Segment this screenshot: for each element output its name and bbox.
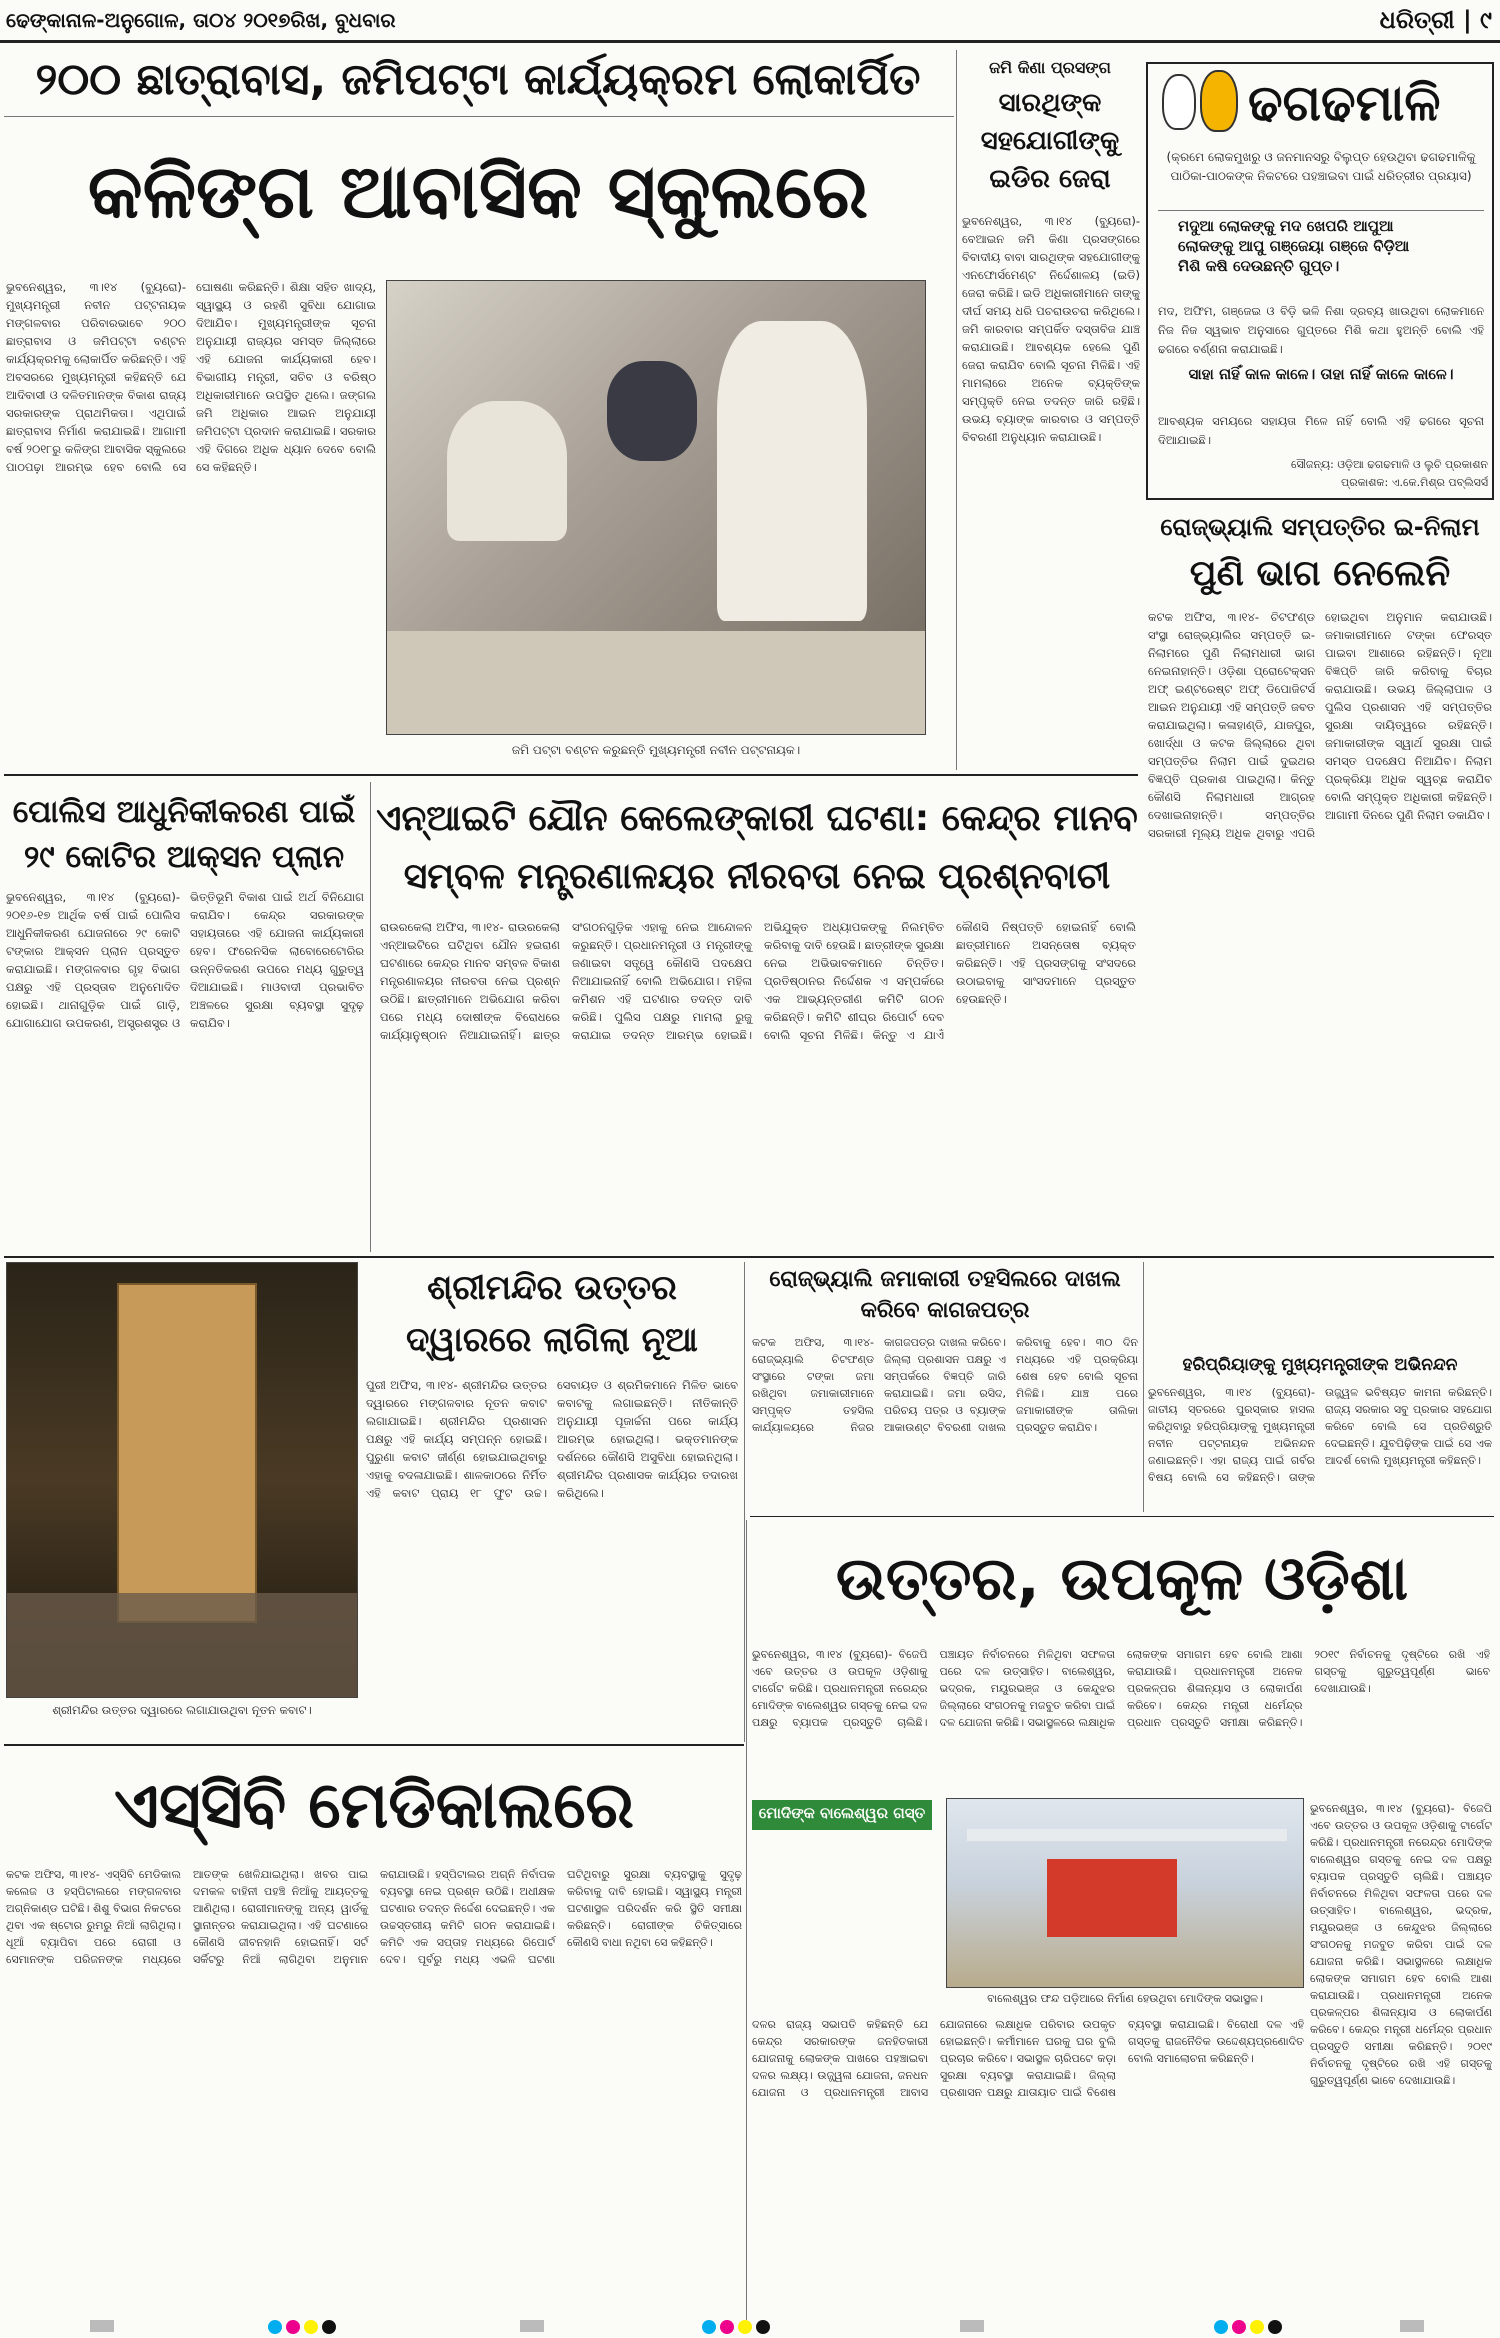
main-photo-caption: ଜମି ପଟ୍ଟା ବଣ୍ଟନ କରୁଛନ୍ତି ମୁଖ୍ୟମନ୍ତ୍ରୀ ନବୀନ ପଟ୍ଟନାୟକ। (511, 743, 801, 757)
scb-headline: ଏସ୍‌ସିବି ମେଡିକାଲରେ (114, 1769, 634, 1843)
target-label-text: ମୋଦିଙ୍କ ବାଲେଶ୍ୱର ଗସ୍ତ (758, 1804, 926, 1822)
face-icon (1162, 74, 1196, 130)
scb-body: କଟକ ଅଫିସ, ୩।୧୪- ଏସ୍‌ସିବି ମେଡିକାଲ କଲେଜ ଓ ହସ୍ପିଟାଲରେ ମଙ୍ଗଳବାର ଅଗ୍ନିକାଣ୍ଡ ଘଟିଛି। ଶିଶୁ ବିଭାଗ ନିକଟରେ ଥିବା ଏକ ଷ୍ଟୋର ରୁମରୁ ନିଆଁ ଲାଗିଥିଲା। ଧୂଆଁ ବ୍ୟାପିବା ପରେ ରୋଗୀ ଓ ସେମାନଙ୍କ ପରିଜନଙ୍କ ମଧ୍ୟରେ ଆତଙ୍କ ଖେଳିଯାଇଥିଲା। ଖବର ପାଇ ଦମକଳ ବାହିନୀ ପହଞ୍ଚି ନିଆଁକୁ ଆୟତ୍ତକୁ ଆଣିଥିଲା। ରୋଗୀମାନଙ୍କୁ ଅନ୍ୟ ୱାର୍ଡକୁ ସ୍ଥାନାନ୍ତର କରାଯାଇଥିଲା। ଏହି ଘଟଣାରେ କୌଣସି ଜୀବନହାନି ହୋଇନାହିଁ। ସର୍ଟ ସର୍କିଟରୁ ନିଆଁ ଲାଗିଥିବା ଅନୁମାନ କରାଯାଉଛି। ହସ୍ପିଟାଲର ଅଗ୍ନି ନିର୍ବାପକ ବ୍ୟବସ୍ଥା ନେଇ ପ୍ରଶ୍ନ ଉଠିଛି। ଅଧୀକ୍ଷକ ଘଟଣାର ତଦନ୍ତ ନିର୍ଦ୍ଦେଶ ଦେଇଛନ୍ତି। ଏକ ଉଚ୍ଚସ୍ତରୀୟ କମିଟି ଗଠନ କରାଯାଇଛି। କମିଟି ଏକ ସପ୍ତାହ ମଧ୍ୟରେ ରିପୋର୍ଟ ଦେବ। ପୂର୍ବରୁ ମଧ୍ୟ ଏଭଳି ଘଟଣା ଘଟିଥିବାରୁ ସୁରକ୍ଷା ବ୍ୟବସ୍ଥାକୁ ସୁଦୃଢ଼ କରିବାକୁ ଦାବି ହୋଇଛି। ସ୍ୱାସ୍ଥ୍ୟ ମନ୍ତ୍ରୀ ଘଟଣାସ୍ଥଳ ପରିଦର୍ଶନ କରି ସ୍ଥିତି ସମୀକ୍ଷା କରିଛନ୍ତି। ରୋଗୀଙ୍କ ଚିକିତ୍ସାରେ କୌଣସି ବାଧା ନଥିବା ସେ କହିଛନ୍ତି। (6, 1868, 742, 1966)
divider (744, 1262, 745, 1742)
box-title: ଢଗଢମାଳି (1248, 74, 1441, 132)
target-body-2: ଦଳର ରାଜ୍ୟ ସଭାପତି କହିଛନ୍ତି ଯେ କେନ୍ଦ୍ର ସରକାରଙ୍କ ଜନହିତକାରୀ ଯୋଜନାକୁ ଲୋକଙ୍କ ପାଖରେ ପହଞ୍ଚାଇବା ଦଳର ଲକ୍ଷ୍ୟ। ଉଜ୍ଜ୍ୱଳା ଯୋଜନା, ଜନଧନ ଯୋଜନା ଓ ପ୍ରଧାନମନ୍ତ୍ରୀ ଆବାସ ଯୋଜନାରେ ଲକ୍ଷାଧିକ ପରିବାର ଉପକୃତ ହୋଇଛନ୍ତି। କର୍ମୀମାନେ ଘରକୁ ଘର ବୁଲି ପ୍ରଚାର କରିବେ। ସଭାସ୍ଥଳ ଚାରିପଟେ କଡ଼ା ସୁରକ୍ଷା ବ୍ୟବସ୍ଥା କରାଯାଇଛି। ଜିଲ୍ଲା ପ୍ରଶାସନ ପକ୍ଷରୁ ଯାତାୟାତ ପାଇଁ ବିଶେଷ ବ୍ୟବସ୍ଥା କରାଯାଇଛି। ବିରୋଧୀ ଦଳ ଏହି ଗସ୍ତକୁ ରାଜନୈତିକ ଉଦ୍ଦେଶ୍ୟପ୍ରଣୋଦିତ ବୋଲି ସମାଲୋଚନା କରିଛନ୍ତି। (752, 2018, 1304, 2099)
depositors-body: କଟକ ଅଫିସ, ୩।୧୪- ରୋଜ୍‌ଭ୍ୟାଲି ଚିଟଫଣ୍ଡ ସଂସ୍ଥାରେ ଟଙ୍କା ଜମା ରଖିଥିବା ଜମାକାରୀମାନେ ସମ୍ପୃକ୍ତ ତହସିଲ କାର୍ଯ୍ୟାଳୟରେ ନିଜର କାଗଜପତ୍ର ଦାଖଲ କରିବେ। ଜିଲ୍ଲା ପ୍ରଶାସନ ପକ୍ଷରୁ ଏ ସମ୍ପର୍କରେ ବିଜ୍ଞପ୍ତି ଜାରି କରାଯାଇଛି। ଜମା ରସିଦ, ପରିଚୟ ପତ୍ର ଓ ବ୍ୟାଙ୍କ ଆକାଉଣ୍ଟ ବିବରଣୀ ଦାଖଲ କରିବାକୁ ହେବ। ୩୦ ଦିନ ମଧ୍ୟରେ ଏହି ପ୍ରକ୍ରିୟା ଶେଷ ହେବ ବୋଲି ସୂଚନା ମିଳିଛି। ଯାଞ୍ଚ ପରେ ଜମାକାରୀଙ୍କ ତାଲିକା ପ୍ରସ୍ତୁତ କରାଯିବ। (752, 1336, 1138, 1434)
target-label (752, 1800, 932, 1830)
srimandir-body: ପୁରୀ ଅଫିସ, ୩।୧୪- ଶ୍ରୀମନ୍ଦିର ଉତ୍ତର ଦ୍ୱାରରେ ମଙ୍ଗଳବାର ନୂତନ କବାଟ ଲଗାଯାଇଛି। ଶ୍ରୀମନ୍ଦିର ପ୍ରଶାସନ ପକ୍ଷରୁ ଏହି କାର୍ଯ୍ୟ ସମ୍ପନ୍ନ ହୋଇଛି। ପୁରୁଣା କବାଟ ଜୀର୍ଣ୍ଣ ହୋଇଯାଇଥିବାରୁ ଏହାକୁ ବଦଳାଯାଇଛି। ଶାଳକାଠରେ ନିର୍ମିତ ଏହି କବାଟ ପ୍ରାୟ ୧୮ ଫୁଟ ଉଚ୍ଚ। ସେବାୟତ ଓ ଶ୍ରମିକମାନେ ମିଳିତ ଭାବେ କବାଟକୁ ଲଗାଇଛନ୍ତି। ନୀତିକାନ୍ତି ଅନୁଯାୟୀ ପୂଜାର୍ଚ୍ଚନା ପରେ କାର୍ଯ୍ୟ ଆରମ୍ଭ ହୋଇଥିଲା। ଭକ୍ତମାନଙ୍କ ଦର୍ଶନରେ କୌଣସି ଅସୁବିଧା ହୋଇନଥିଲା। ଶ୍ରୀମନ୍ଦିର ପ୍ରଶାସକ କାର୍ଯ୍ୟର ତଦାରଖ କରିଥିଲେ। (366, 1378, 738, 1500)
srimandir-photo (6, 1262, 358, 1698)
srimandir-photo-caption: ଶ୍ରୀମନ୍ଦିର ଉତ୍ତର ଦ୍ୱାରରେ ଲଗାଯାଉଥିବା ନୂତନ କବାଟ। (52, 1703, 312, 1717)
door-shape (117, 1283, 257, 1623)
target-body-3: ଭୁବନେଶ୍ୱର, ୩।୧୪ (ବ୍ୟୁରୋ)- ବିଜେପି ଏବେ ଉତ୍ତର ଓ ଉପକୂଳ ଓଡ଼ିଶାକୁ ଟାର୍ଗେଟ କରିଛି। ପ୍ରଧାନମନ୍ତ୍ରୀ ନରେନ୍ଦ୍ର ମୋଦିଙ୍କ ବାଲେଶ୍ୱର ଗସ୍ତକୁ ନେଇ ଦଳ ପକ୍ଷରୁ ବ୍ୟାପକ ପ୍ରସ୍ତୁତି ଚାଲିଛି। ପଞ୍ଚାୟତ ନିର୍ବାଚନରେ ମିଳିଥିବା ସଫଳତା ପରେ ଦଳ ଉତ୍ସାହିତ। ବାଲେଶ୍ୱର, ଭଦ୍ରକ, ମୟୂରଭଞ୍ଜ ଓ କେନ୍ଦୁଝର ଜିଲ୍ଲାରେ ସଂଗଠନକୁ ମଜବୁତ କରିବା ପାଇଁ ଦଳ ଯୋଜନା କରିଛି। ସଭାସ୍ଥଳରେ ଲକ୍ଷାଧିକ ଲୋକଙ୍କ ସମାଗମ ହେବ ବୋଲି ଆଶା କରାଯାଉଛି। ପ୍ରଧାନମନ୍ତ୍ରୀ ଅନେକ ପ୍ରକଳ୍ପର ଶିଳାନ୍ୟାସ ଓ ଲୋକାର୍ପଣ କରିବେ। କେନ୍ଦ୍ର ମନ୍ତ୍ରୀ ଧର୍ମେନ୍ଦ୍ର ପ୍ରଧାନ ପ୍ରସ୍ତୁତି ସମୀକ୍ଷା କରିଛନ୍ତି। ୨୦୧୯ ନିର୍ବାଚନକୁ ଦୃଷ୍ଟିରେ ରଖି ଏହି ଗସ୍ତକୁ ଗୁରୁତ୍ୱପୂର୍ଣ୍ଣ ଭାବେ ଦେଖାଯାଉଛି। (1310, 1802, 1492, 2087)
header-right: ଧରିତ୍ରୀ | ୯ (1379, 6, 1492, 34)
box-verse-2: ସାହା ନାହିଁ କାଳ କାଳେ। ତାହା ନାହିଁ କାଳେ କାଳେ। (1188, 365, 1454, 383)
nit-headline: ଏନ୍‌ଆଇଟି ଯୌନ କେଲେଙ୍କାରୀ ଘଟଣା: କେନ୍ଦ୍ର ମାନବ ସମ୍ବଳ ମନ୍ତ୍ରଣାଳୟର ନୀରବତା ନେଇ ପ୍ରଶ୍ନବାଚୀ (376, 798, 1138, 897)
rosevalley-body: କଟକ ଅଫିସ, ୩।୧୪- ଚିଟଫଣ୍ଡ ସଂସ୍ଥା ରୋଜ୍‌ଭ୍ୟାଲିର ସମ୍ପତ୍ତି ଇ-ନିଲାମରେ ପୁଣି ନିଲାମଧାରୀ ଭାଗ ନେଇନାହାନ୍ତି। ଓଡ଼ିଶା ପ୍ରୋଟେକ୍ସନ ଅଫ୍ ଇଣ୍ଟରେଷ୍ଟ ଅଫ୍ ଡିପୋଜିଟର୍ସ ଆଇନ ଅନୁଯାୟୀ ଏହି ସମ୍ପତ୍ତି ଜବତ କରାଯାଇଥିଲା। କଳାହାଣ୍ଡି, ଯାଜପୁର, ଖୋର୍ଦ୍ଧା ଓ କଟକ ଜିଲ୍ଲାରେ ଥିବା ସମ୍ପତ୍ତିର ନିଲାମ ପାଇଁ ଦୁଇଥର ବିଜ୍ଞପ୍ତି ପ୍ରକାଶ ପାଇଥିଲା। କିନ୍ତୁ କୌଣସି ନିଲାମଧାରୀ ଆଗ୍ରହ ଦେଖାଇନାହାନ୍ତି। ସମ୍ପତ୍ତିର ସରକାରୀ ମୂଲ୍ୟ ଅଧିକ ଥିବାରୁ ଏପରି ହୋଇଥିବା ଅନୁମାନ କରାଯାଉଛି। ଜମାକାରୀମାନେ ଟଙ୍କା ଫେରସ୍ତ ପାଇବା ଆଶାରେ ରହିଛନ୍ତି। ନୂଆ ବିଜ୍ଞପ୍ତି ଜାରି କରିବାକୁ ବିଚାର କରାଯାଉଛି। ଉଭୟ ଜିଲ୍ଲାପାଳ ଓ ପୁଲିସ ପ୍ରଶାସନ ଏହି ସମ୍ପତ୍ତିର ସୁରକ୍ଷା ଦାୟିତ୍ୱରେ ରହିଛନ୍ତି। ଜମାକାରୀଙ୍କ ସ୍ୱାର୍ଥ ସୁରକ୍ଷା ପାଇଁ ସମସ୍ତ ପଦକ୍ଷେପ ନିଆଯିବ। ନିଲାମ ପ୍ରକ୍ରିୟା ଅଧିକ ସ୍ୱଚ୍ଛ କରାଯିବ ବୋଲି ସମ୍ପୃକ୍ତ ଅଧିକାରୀ କହିଛନ୍ତି। ଆଗାମୀ ଦିନରେ ପୁଣି ନିଲାମ ଡକାଯିବ। (1148, 610, 1492, 840)
dhagadhamali-box (1146, 62, 1494, 500)
sarathi-kicker: ଜମି କିଣା ପ୍ରସଙ୍ଗ (989, 58, 1111, 77)
divider (370, 782, 371, 1252)
box-explain-1: ମଦ, ଅଫିମ, ଗଞ୍ଜେଇ ଓ ବିଡ଼ି ଭଳି ନିଶା ଦ୍ରବ୍ୟ ଖାଉଥିବା ଲୋକମାନେ ନିଜ ନିଜ ସ୍ୱଭାବ ଅନୁସାରେ ଗୁପ୍ତରେ ମିଶି କଥା ହୁଅନ୍ତି ବୋଲି ଏହି ଢଗରେ ବର୍ଣ୍ଣନା କରାଯାଇଛି। (1158, 304, 1484, 356)
divider (750, 1516, 1494, 1517)
srimandir-headline: ଶ୍ରୀମନ୍ଦିର ଉତ୍ତର ଦ୍ୱାରରେ ଲାଗିଲା ନୂଆ (406, 1268, 698, 1360)
divider (4, 1256, 1494, 1258)
main-headline: କଳିଙ୍ଗ ଆବାସିକ ସ୍କୁଲରେ (87, 149, 869, 235)
main-photo (386, 280, 926, 735)
box-credit-2: ପ୍ରକାଶକ: ଏ.କେ.ମିଶ୍ର ପବ୍ଲିସର୍ସ (1341, 476, 1488, 489)
nit-body: ରାଉରକେଲା ଅଫିସ, ୩।୧୪- ରାଉରକେଲା ଏନ୍‌ଆଇଟିରେ ଘଟିଥିବା ଯୌନ ହଇରାଣ ଘଟଣାରେ କେନ୍ଦ୍ର ମାନବ ସମ୍ବଳ ବିକାଶ ମନ୍ତ୍ରଣାଳୟର ନୀରବତା ନେଇ ପ୍ରଶ୍ନ ଉଠିଛି। ଛାତ୍ରୀମାନେ ଅଭିଯୋଗ କରିବା ପରେ ମଧ୍ୟ ଦୋଷୀଙ୍କ ବିରୋଧରେ କାର୍ଯ୍ୟାନୁଷ୍ଠାନ ନିଆଯାଇନାହିଁ। ଛାତ୍ର ସଂଗଠନଗୁଡ଼ିକ ଏହାକୁ ନେଇ ଆନ୍ଦୋଳନ କରୁଛନ୍ତି। ପ୍ରଧାନମନ୍ତ୍ରୀ ଓ ମନ୍ତ୍ରୀଙ୍କୁ ଜଣାଇବା ସତ୍ତ୍ୱେ କୌଣସି ପଦକ୍ଷେପ ନିଆଯାଇନାହିଁ ବୋଲି ଅଭିଯୋଗ। ମହିଳା କମିଶନ ଏହି ଘଟଣାର ତଦନ୍ତ ଦାବି କରିଛି। ପୁଲିସ ପକ୍ଷରୁ ମାମଲା ରୁଜୁ କରାଯାଇ ତଦନ୍ତ ଆରମ୍ଭ ହୋଇଛି। ଅଭିଯୁକ୍ତ ଅଧ୍ୟାପକଙ୍କୁ ନିଲମ୍ବିତ କରିବାକୁ ଦାବି ହେଉଛି। ଛାତ୍ରୀଙ୍କ ସୁରକ୍ଷା ନେଇ ଅଭିଭାବକମାନେ ଚିନ୍ତିତ। ପ୍ରତିଷ୍ଠାନର ନିର୍ଦ୍ଦେଶକ ଏ ସମ୍ପର୍କରେ ଏକ ଆଭ୍ୟନ୍ତରୀଣ କମିଟି ଗଠନ କରିଛନ୍ତି। କମିଟି ଶୀଘ୍ର ରିପୋର୍ଟ ଦେବ ବୋଲି ସୂଚନା ମିଳିଛି। କିନ୍ତୁ ଏ ଯାଏଁ କୌଣସି ନିଷ୍ପତ୍ତି ହୋଇନାହିଁ ବୋଲି ଛାତ୍ରୀମାନେ ଅସନ୍ତୋଷ ବ୍ୟକ୍ତ କରିଛନ୍ତି। ଏହି ପ୍ରସଙ୍ଗକୁ ସଂସଦରେ ଉଠାଇବାକୁ ସାଂସଦମାନେ ପ୍ରସ୍ତୁତ ହେଉଛନ୍ତି। (380, 920, 1136, 1042)
box-explain-2: ଆବଶ୍ୟକ ସମୟରେ ସହାୟତା ମିଳେ ନାହିଁ ବୋଲି ଏହି ଢଗରେ ସୂଚନା ଦିଆଯାଇଛି। (1158, 414, 1484, 447)
police-body: ଭୁବନେଶ୍ୱର, ୩।୧୪ (ବ୍ୟୁରୋ)- ୨୦୧୬-୧୭ ଆର୍ଥିକ ବର୍ଷ ପାଇଁ ପୋଲିସ ଆଧୁନିକୀକରଣ ଯୋଜନାରେ ୨୯ କୋଟି ଟଙ୍କାର ଆକ୍ସନ ପ୍ଲାନ ପ୍ରସ୍ତୁତ କରାଯାଇଛି। ମଙ୍ଗଳବାର ଗୃହ ବିଭାଗ ପକ୍ଷରୁ ଏହି ପ୍ରସ୍ତାବ ଅନୁମୋଦିତ ହୋଇଛି। ଥାନାଗୁଡ଼ିକ ପାଇଁ ଗାଡ଼ି, ଯୋଗାଯୋଗ ଉପକରଣ, ଅସ୍ତ୍ରଶସ୍ତ୍ର ଓ ଭିତ୍ତିଭୂମି ବିକାଶ ପାଇଁ ଅର୍ଥ ବିନିଯୋଗ କରାଯିବ। କେନ୍ଦ୍ର ସରକାରଙ୍କ ସହାୟତାରେ ଏହି ଯୋଜନା କାର୍ଯ୍ୟକାରୀ ହେବ। ଫରେନସିକ ଲାବୋରେଟୋରିର ଉନ୍ନତିକରଣ ଉପରେ ମଧ୍ୟ ଗୁରୁତ୍ୱ ଦିଆଯାଇଛି। ମାଓବାଦୀ ପ୍ରଭାବିତ ଅଞ୍ଚଳରେ ସୁରକ୍ଷା ବ୍ୟବସ୍ଥା ସୁଦୃଢ଼ କରାଯିବ। (6, 890, 364, 1030)
rosevalley-headline: ପୁଣି ଭାଗ ନେଲେନି (1189, 553, 1451, 594)
box-verse-1: ମଦୁଆ ଲୋକଙ୍କୁ ମଦ ଖେପରି ଆପୁଆ ଲୋକଙ୍କୁ ଆପୁ ଗଞ୍ଜେୟା ଗଞ୍ଜେ ବିଡ଼ିଆ ମିଶି କଷି ଦେଉଛନ୍ତି ଗୁପ୍ତ। (1178, 217, 1410, 275)
box-credit-1: ସୌଜନ୍ୟ: ଓଡ଼ିଆ ଢଗଢମାଳି ଓ ଲୁଚି ପ୍ରକାଶନ (1290, 458, 1488, 471)
face-icon (1200, 70, 1238, 132)
divider (4, 774, 1138, 776)
masthead (0, 0, 1500, 42)
target-body-1: ଭୁବନେଶ୍ୱର, ୩।୧୪ (ବ୍ୟୁରୋ)- ବିଜେପି ଏବେ ଉତ୍ତର ଓ ଉପକୂଳ ଓଡ଼ିଶାକୁ ଟାର୍ଗେଟ କରିଛି। ପ୍ରଧାନମନ୍ତ୍ରୀ ନରେନ୍ଦ୍ର ମୋଦିଙ୍କ ବାଲେଶ୍ୱର ଗସ୍ତକୁ ନେଇ ଦଳ ପକ୍ଷରୁ ବ୍ୟାପକ ପ୍ରସ୍ତୁତି ଚାଲିଛି। ପଞ୍ଚାୟତ ନିର୍ବାଚନରେ ମିଳିଥିବା ସଫଳତା ପରେ ଦଳ ଉତ୍ସାହିତ। ବାଲେଶ୍ୱର, ଭଦ୍ରକ, ମୟୂରଭଞ୍ଜ ଓ କେନ୍ଦୁଝର ଜିଲ୍ଲାରେ ସଂଗଠନକୁ ମଜବୁତ କରିବା ପାଇଁ ଦଳ ଯୋଜନା କରିଛି। ସଭାସ୍ଥଳରେ ଲକ୍ଷାଧିକ ଲୋକଙ୍କ ସମାଗମ ହେବ ବୋଲି ଆଶା କରାଯାଉଛି। ପ୍ରଧାନମନ୍ତ୍ରୀ ଅନେକ ପ୍ରକଳ୍ପର ଶିଳାନ୍ୟାସ ଓ ଲୋକାର୍ପଣ କରିବେ। କେନ୍ଦ୍ର ମନ୍ତ୍ରୀ ଧର୍ମେନ୍ଦ୍ର ପ୍ରଧାନ ପ୍ରସ୍ତୁତି ସମୀକ୍ଷା କରିଛନ୍ତି। ୨୦୧୯ ନିର୍ବାଚନକୁ ଦୃଷ୍ଟିରେ ରଖି ଏହି ଗସ୍ତକୁ ଗୁରୁତ୍ୱପୂର୍ଣ୍ଣ ଭାବେ ଦେଖାଯାଉଛି। (752, 1648, 1490, 1729)
target-headline: ଉତ୍ତର, ଉପକୂଳ ଓଡ଼ିଶା (835, 1544, 1409, 1614)
target-photo (946, 1798, 1304, 1988)
header-left: ଢେଙ୍କାନାଳ-ଅନୁଗୋଳ, ତା୦୪ ୨୦୧୭ରିଖ, ବୁଧବାର (6, 8, 396, 32)
main-kicker: ୨୦୦ ଛାତ୍ରାବାସ, ଜମିପଟ୍ଟା କାର୍ଯ୍ୟକ୍ରମ ଲୋକାର୍ପିତ (35, 54, 921, 105)
divider (4, 116, 954, 117)
box-intro: (କ୍ରମେ ଲୋକମୁଖରୁ ଓ ଜନମାନସରୁ ବିଲୁପ୍ତ ହେଉଥିବା ଢଗଢମାଳିକୁ ପାଠିକା-ପାଠକଙ୍କ ନିକଟରେ ପହଞ୍ଚାଇବା ପାଇଁ ଧରିତ୍ରୀର ପ୍ରୟାସ) (1166, 150, 1476, 183)
divider (746, 1520, 747, 2320)
sarathi-body: ଭୁବନେଶ୍ୱର, ୩।୧୪ (ବ୍ୟୁରୋ)- ବେଆଇନ ଜମି କିଣା ପ୍ରସଙ୍ଗରେ ବିବାଦୀୟ ବାବା ସାରଥିଙ୍କ ସହଯୋଗୀଙ୍କୁ ଏନଫୋର୍ସମେଣ୍ଟ ନିର୍ଦ୍ଦେଶାଳୟ (ଇଡି) ଜେରା କରିଛି। ଇଡି ଅଧିକାରୀମାନେ ତାଙ୍କୁ ଦୀର୍ଘ ସମୟ ଧରି ପଚରାଉଚରା କରିଥିଲେ। ଜମି କାରବାର ସମ୍ପର୍କିତ ଦସ୍ତାବିଜ ଯାଞ୍ଚ କରାଯାଉଛି। ଆବଶ୍ୟକ ହେଲେ ପୁଣି ଜେରା କରାଯିବ ବୋଲି ସୂଚନା ମିଳିଛି। ଏହି ମାମଲାରେ ଅନେକ ବ୍ୟକ୍ତିଙ୍କ ସମ୍ପୃକ୍ତି ନେଇ ତଦନ୍ତ ଜାରି ରହିଛି। ଉଭୟ ବ୍ୟାଙ୍କ କାରବାର ଓ ସମ୍ପତ୍ତି ବିବରଣୀ ଅନୁଧ୍ୟାନ କରାଯାଉଛି। (962, 214, 1140, 444)
divider (1158, 210, 1484, 211)
print-marks (0, 2318, 1500, 2334)
haripriya-headline: ହରିପ୍ରିୟାଙ୍କୁ ମୁଖ୍ୟମନ୍ତ୍ରୀଙ୍କ ଅଭିନନ୍ଦନ (1182, 1355, 1458, 1375)
sarathi-headline: ସାରଥିଙ୍କ ସହଯୋଗୀଙ୍କୁ ଇଡିର ଜେରା (980, 88, 1120, 194)
divider (4, 1744, 744, 1746)
haripriya-body: ଭୁବନେଶ୍ୱର, ୩।୧୪ (ବ୍ୟୁରୋ)- ଜାତୀୟ ସ୍ତରରେ ପୁରସ୍କାର ହାସଲ କରିଥିବାରୁ ହରିପ୍ରିୟାଙ୍କୁ ମୁଖ୍ୟମନ୍ତ୍ରୀ ନବୀନ ପଟ୍ଟନାୟକ ଅଭିନନ୍ଦନ ଜଣାଇଛନ୍ତି। ଏହା ରାଜ୍ୟ ପାଇଁ ଗର୍ବର ବିଷୟ ବୋଲି ସେ କହିଛନ୍ତି। ତାଙ୍କ ଉଜ୍ଜ୍ୱଳ ଭବିଷ୍ୟତ କାମନା କରିଛନ୍ତି। ରାଜ୍ୟ ସରକାର ସବୁ ପ୍ରକାର ସହଯୋଗ କରିବେ ବୋଲି ସେ ପ୍ରତିଶ୍ରୁତି ଦେଇଛନ୍ତି। ଯୁବପିଢ଼ିଙ୍କ ପାଇଁ ସେ ଏକ ଆଦର୍ଶ ବୋଲି ମୁଖ୍ୟମନ୍ତ୍ରୀ କହିଛନ୍ତି। (1148, 1386, 1492, 1484)
main-body: ଭୁବନେଶ୍ୱର, ୩।୧୪ (ବ୍ୟୁରୋ)- ମୁଖ୍ୟମନ୍ତ୍ରୀ ନବୀନ ପଟ୍ଟନାୟକ ମଙ୍ଗଳବାର ପରିବାରଭାବେ ୨୦୦ ଛାତ୍ରାବାସ ଓ ଜମିପଟ୍ଟା ବଣ୍ଟନ କାର୍ଯ୍ୟକ୍ରମକୁ ଲୋକାର୍ପିତ କରିଛନ୍ତି। ଏହି ଅବସରରେ ମୁଖ୍ୟମନ୍ତ୍ରୀ କହିଛନ୍ତି ଯେ ଆଦିବାସୀ ଓ ଦଳିତମାନଙ୍କ ବିକାଶ ରାଜ୍ୟ ସରକାରଙ୍କ ପ୍ରାଥମିକତା। ଏଥିପାଇଁ ଛାତ୍ରାବାସ ନିର୍ମାଣ କରାଯାଇଛି। ଆଗାମୀ ବର୍ଷ ୨୦୧୮ରୁ କଳିଙ୍ଗ ଆବାସିକ ସ୍କୁଲରେ ପାଠପଢ଼ା ଆରମ୍ଭ ହେବ ବୋଲି ସେ ଘୋଷଣା କରିଛନ୍ତି। ଶିକ୍ଷା ସହିତ ଖାଦ୍ୟ, ସ୍ୱାସ୍ଥ୍ୟ ଓ ରହଣି ସୁବିଧା ଯୋଗାଇ ଦିଆଯିବ। ମୁଖ୍ୟମନ୍ତ୍ରୀଙ୍କ ସୂଚନା ଅନୁଯାୟୀ ରାଜ୍ୟର ସମସ୍ତ ଜିଲ୍ଲାରେ ଏହି ଯୋଜନା କାର୍ଯ୍ୟକାରୀ ହେବ। ବିଭାଗୀୟ ମନ୍ତ୍ରୀ, ସଚିବ ଓ ବରିଷ୍ଠ ଅଧିକାରୀମାନେ ଉପସ୍ଥିତ ଥିଲେ। ଜଙ୍ଗଲ ଜମି ଅଧିକାର ଆଇନ ଅନୁଯାୟୀ ଜମିପଟ୍ଟା ପ୍ରଦାନ କରାଯାଇଛି। ସରକାର ଏହି ଦିଗରେ ଅଧିକ ଧ୍ୟାନ ଦେବେ ବୋଲି ସେ କହିଛନ୍ତି। (6, 280, 376, 474)
header-rule (0, 40, 1500, 43)
target-photo-caption: ବାଲେଶ୍ୱର ଫନ୍ଦ ପଡ଼ିଆରେ ନିର୍ମାଣ ହେଉଥିବା ମୋଦିଙ୍କ ସଭାସ୍ଥଳ। (987, 1992, 1263, 2005)
police-headline: ପୋଲିସ ଆଧୁନିକୀକରଣ ପାଇଁ ୨୯ କୋଟିର ଆକ୍ସନ ପ୍ଲାନ (12, 794, 356, 875)
divider (956, 50, 957, 770)
divider (1143, 1262, 1144, 1512)
rosevalley-kicker: ରୋଜ୍‌ଭ୍ୟାଲି ସମ୍ପତ୍ତିର ଇ-ନିଲାମ (1160, 513, 1480, 541)
depositors-headline: ରୋଜ୍‌ଭ୍ୟାଲି ଜମାକାରୀ ତହସିଲରେ ଦାଖଲ କରିବେ କାଗଜପତ୍ର (769, 1267, 1121, 1323)
